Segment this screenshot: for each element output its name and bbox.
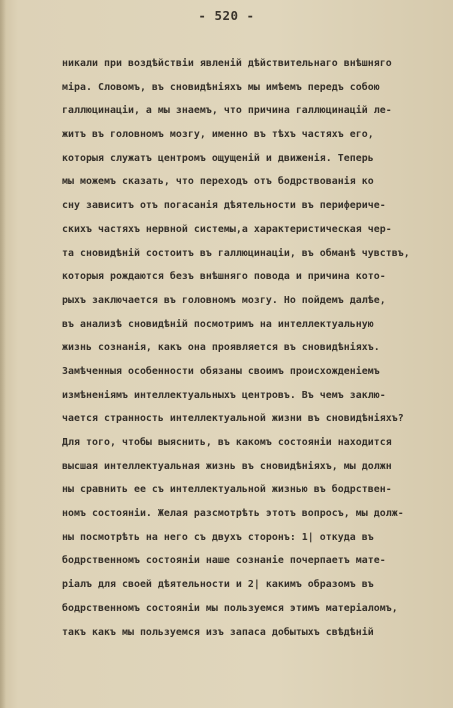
text-line: бодрственномъ состоянiи мы пользуемся этимъ матерiаломъ, (62, 602, 398, 614)
text-line: сну зависитъ отъ погасанiя дѣятельности въ перифериче- (62, 200, 386, 212)
page-edge-shadow (0, 0, 6, 708)
text-line: ны посмотрѣть на него съ двухъ сторонъ: 1| откуда въ (62, 531, 374, 543)
text-line: чается странность интеллектуальной жизни въ сновидѣнiяхъ? (62, 413, 404, 425)
text-line: та сновидѣнiй состоитъ въ галлюцинацiи, въ обманѣ чувствъ, (62, 247, 410, 259)
text-line: никали при воздѣйствiи явленiй дѣйствительнаго внѣшняго (62, 58, 392, 69)
text-line: мiра. Словомъ, въ сновидѣнiяхъ мы имѣемъ передъ собою (62, 81, 380, 93)
text-line: житъ въ головномъ мозгу, именно въ тѣхъ частяхъ его, (62, 129, 374, 141)
text-line: Для того, чтобы выяснить, въ какомъ состоянiи находится (62, 437, 392, 448)
text-line: ны сравнить ее съ интеллектуальной жизнью въ бодрствен- (62, 484, 392, 496)
text-line: которыя служатъ центромъ ощущенiй и движенiя. Теперь (62, 152, 374, 164)
body-text (62, 52, 442, 644)
text-line: такъ какъ мы пользуемся изъ запаса добытыхъ свѣдѣнiй (62, 626, 374, 638)
text-line: рыхъ заключается въ головномъ мозгу. Но пойдемъ далѣе, (62, 294, 386, 306)
text-line: измѣненiямъ интеллектуальныхъ центровъ. Въ чемъ заклю- (62, 389, 386, 401)
text-line: номъ состоянiи. Желая разсмотрѣть этотъ вопросъ, мы долж- (62, 508, 404, 520)
text-line: бодрственномъ состоянiи наше сознанiе почерпаетъ мате- (62, 555, 386, 567)
text-line: которыя рождаются безъ внѣшняго повода и причина кото- (62, 271, 386, 283)
text-line: рiалъ для своей дѣятельности и 2| какимъ образомъ въ (62, 579, 374, 591)
page-number: - 520 - (198, 8, 255, 23)
text-line: галлюцинацiи, а мы знаемъ, что причина галлюцинацiй ле- (62, 105, 392, 117)
text-line: высшая интеллектуальная жизнь въ сновидѣнiяхъ, мы должн (62, 460, 392, 472)
text-line: мы можемъ сказать, что переходъ отъ бодрствованiя ко (62, 176, 374, 188)
text-line: скихъ частяхъ нервной системы,а характеристическая чер- (62, 223, 392, 235)
text-line: въ анализѣ сновидѣнiй посмотримъ на интеллектуальную (62, 318, 374, 330)
text-line: Замѣченныя особенности обязаны своимъ происхожденiемъ (62, 365, 380, 377)
text-line: жизнь сознанiя, какъ она проявляется въ сновидѣнiяхъ. (62, 342, 380, 354)
